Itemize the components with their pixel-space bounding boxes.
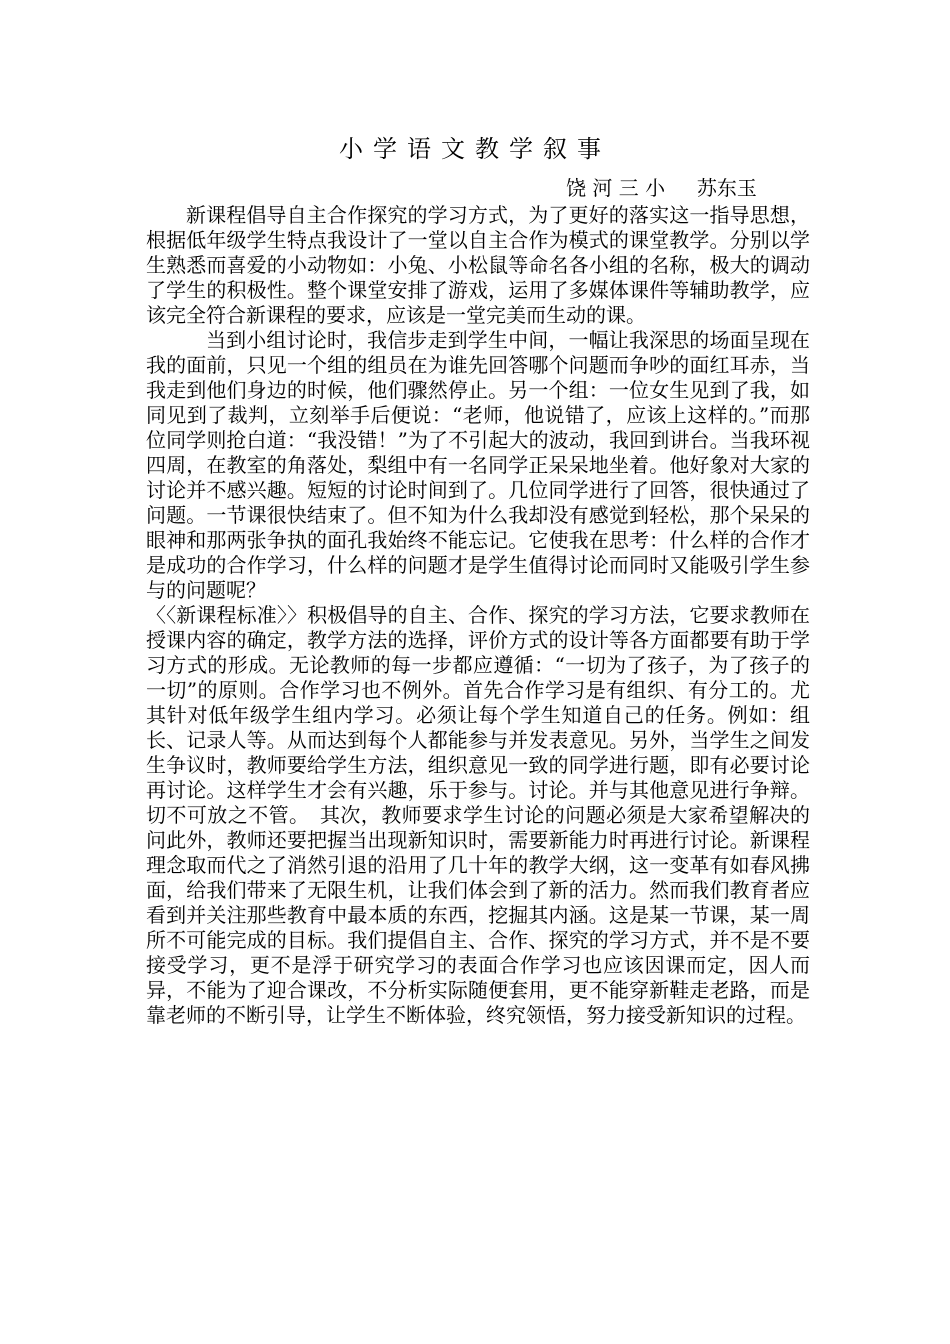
paragraph-1: 新课程倡导自主合作探究的学习方式，为了更好的落实这一指导思想，根据低年级学生特点我设计了一堂以自主合作为模式的课堂教学。分别以学生熟悉而喜爱的小动物如：小兔、小松鼠等命名各小组的名称，极大的调动了学生的积极性。整个课堂安排了游戏，运用了多媒体课件等辅助教学，应该完全符合新课程的要求，应该是一堂完美而生动的课。 [146,203,810,327]
document-title: 小学语文教学叙事 [339,135,611,163]
paragraph-3: 〈〈新课程标准〉〉积极倡导的自主、合作、探究的学习方法，它要求教师在授课内容的确定，教学方法的选择，评价方式的设计等各方面都要有助于学习方式的形成。无论教师的每一步都应遵循：“一切为了孩子，为了孩子的一切”的原则。合作学习也不例外。首先合作学习是有组织、有分工的。尤其针对低年级学生组内学习。必须让每个学生知道自己的任务。例如：组长、记录人等。从而达到每个人都能参与并发表意见。另外，当学生之间发生争议时，教师要给学生方法，组织意见一致的同学进行题，即有必要讨论再讨论。这样学生才会有兴趣，乐于参与。讨论。并与其他意见进行争辩。切不可放之不管。 其次，教师要求学生讨论的问题必须是大家希望解决的问此外，教师还要把握当出现新知识时，需要新能力时再进行讨论。新课程理念取而代之了消然引退的沿用了几十年的教学大纲，这一变革有如春风拂面，给我们带来了无限生机，让我们体会到了新的活力。然而我们教育者应看到并关注那些教育中最本质的东西，挖掘其内涵。这是某一节课，某一周所不可能完成的目标。我们提倡自主、合作、探究的学习方式，并不是不要接受学习，更不是浮于研究学习的表面合作学习也应该因课而定，因人而异，不能为了迎合课改，不分析实际随便套用，更不能穿新鞋走老路，而是靠老师的不断引导，让学生不断体验，终究领悟，努力接受新知识的过程。 [146,603,810,1027]
paragraph-2: 当到小组讨论时，我信步走到学生中间，一幅让我深思的场面呈现在我的面前，只见一个组的组员在为谁先回答哪个问题而争吵的面红耳赤，当我走到他们身边的时候，他们骤然停止。另一个组：一位女生见到了我，如同见到了裁判，立刻举手后便说：“老师，他说错了，应该上这样的。”而那位同学则抢白道：“我没错！”为了不引起大的波动，我回到讲台。当我环视四周，在教室的角落处，梨组中有一名同学正呆呆地坐着。他好象对大家的讨论并不感兴趣。短短的讨论时间到了。几位同学进行了回答，很快通过了问题。一节课很快结束了。但不知为什么我却没有感觉到轻松，那个呆呆的眼神和那两张争执的面孔我始终不能忘记。它使我在思考：什么样的合作才是成功的合作学习，什么样的问题才是学生值得讨论而同时又能吸引学生参与的问题呢？ [146,328,810,602]
document-body [146,203,810,1028]
author-line: 饶 河 三 小 苏东玉 [566,176,757,200]
